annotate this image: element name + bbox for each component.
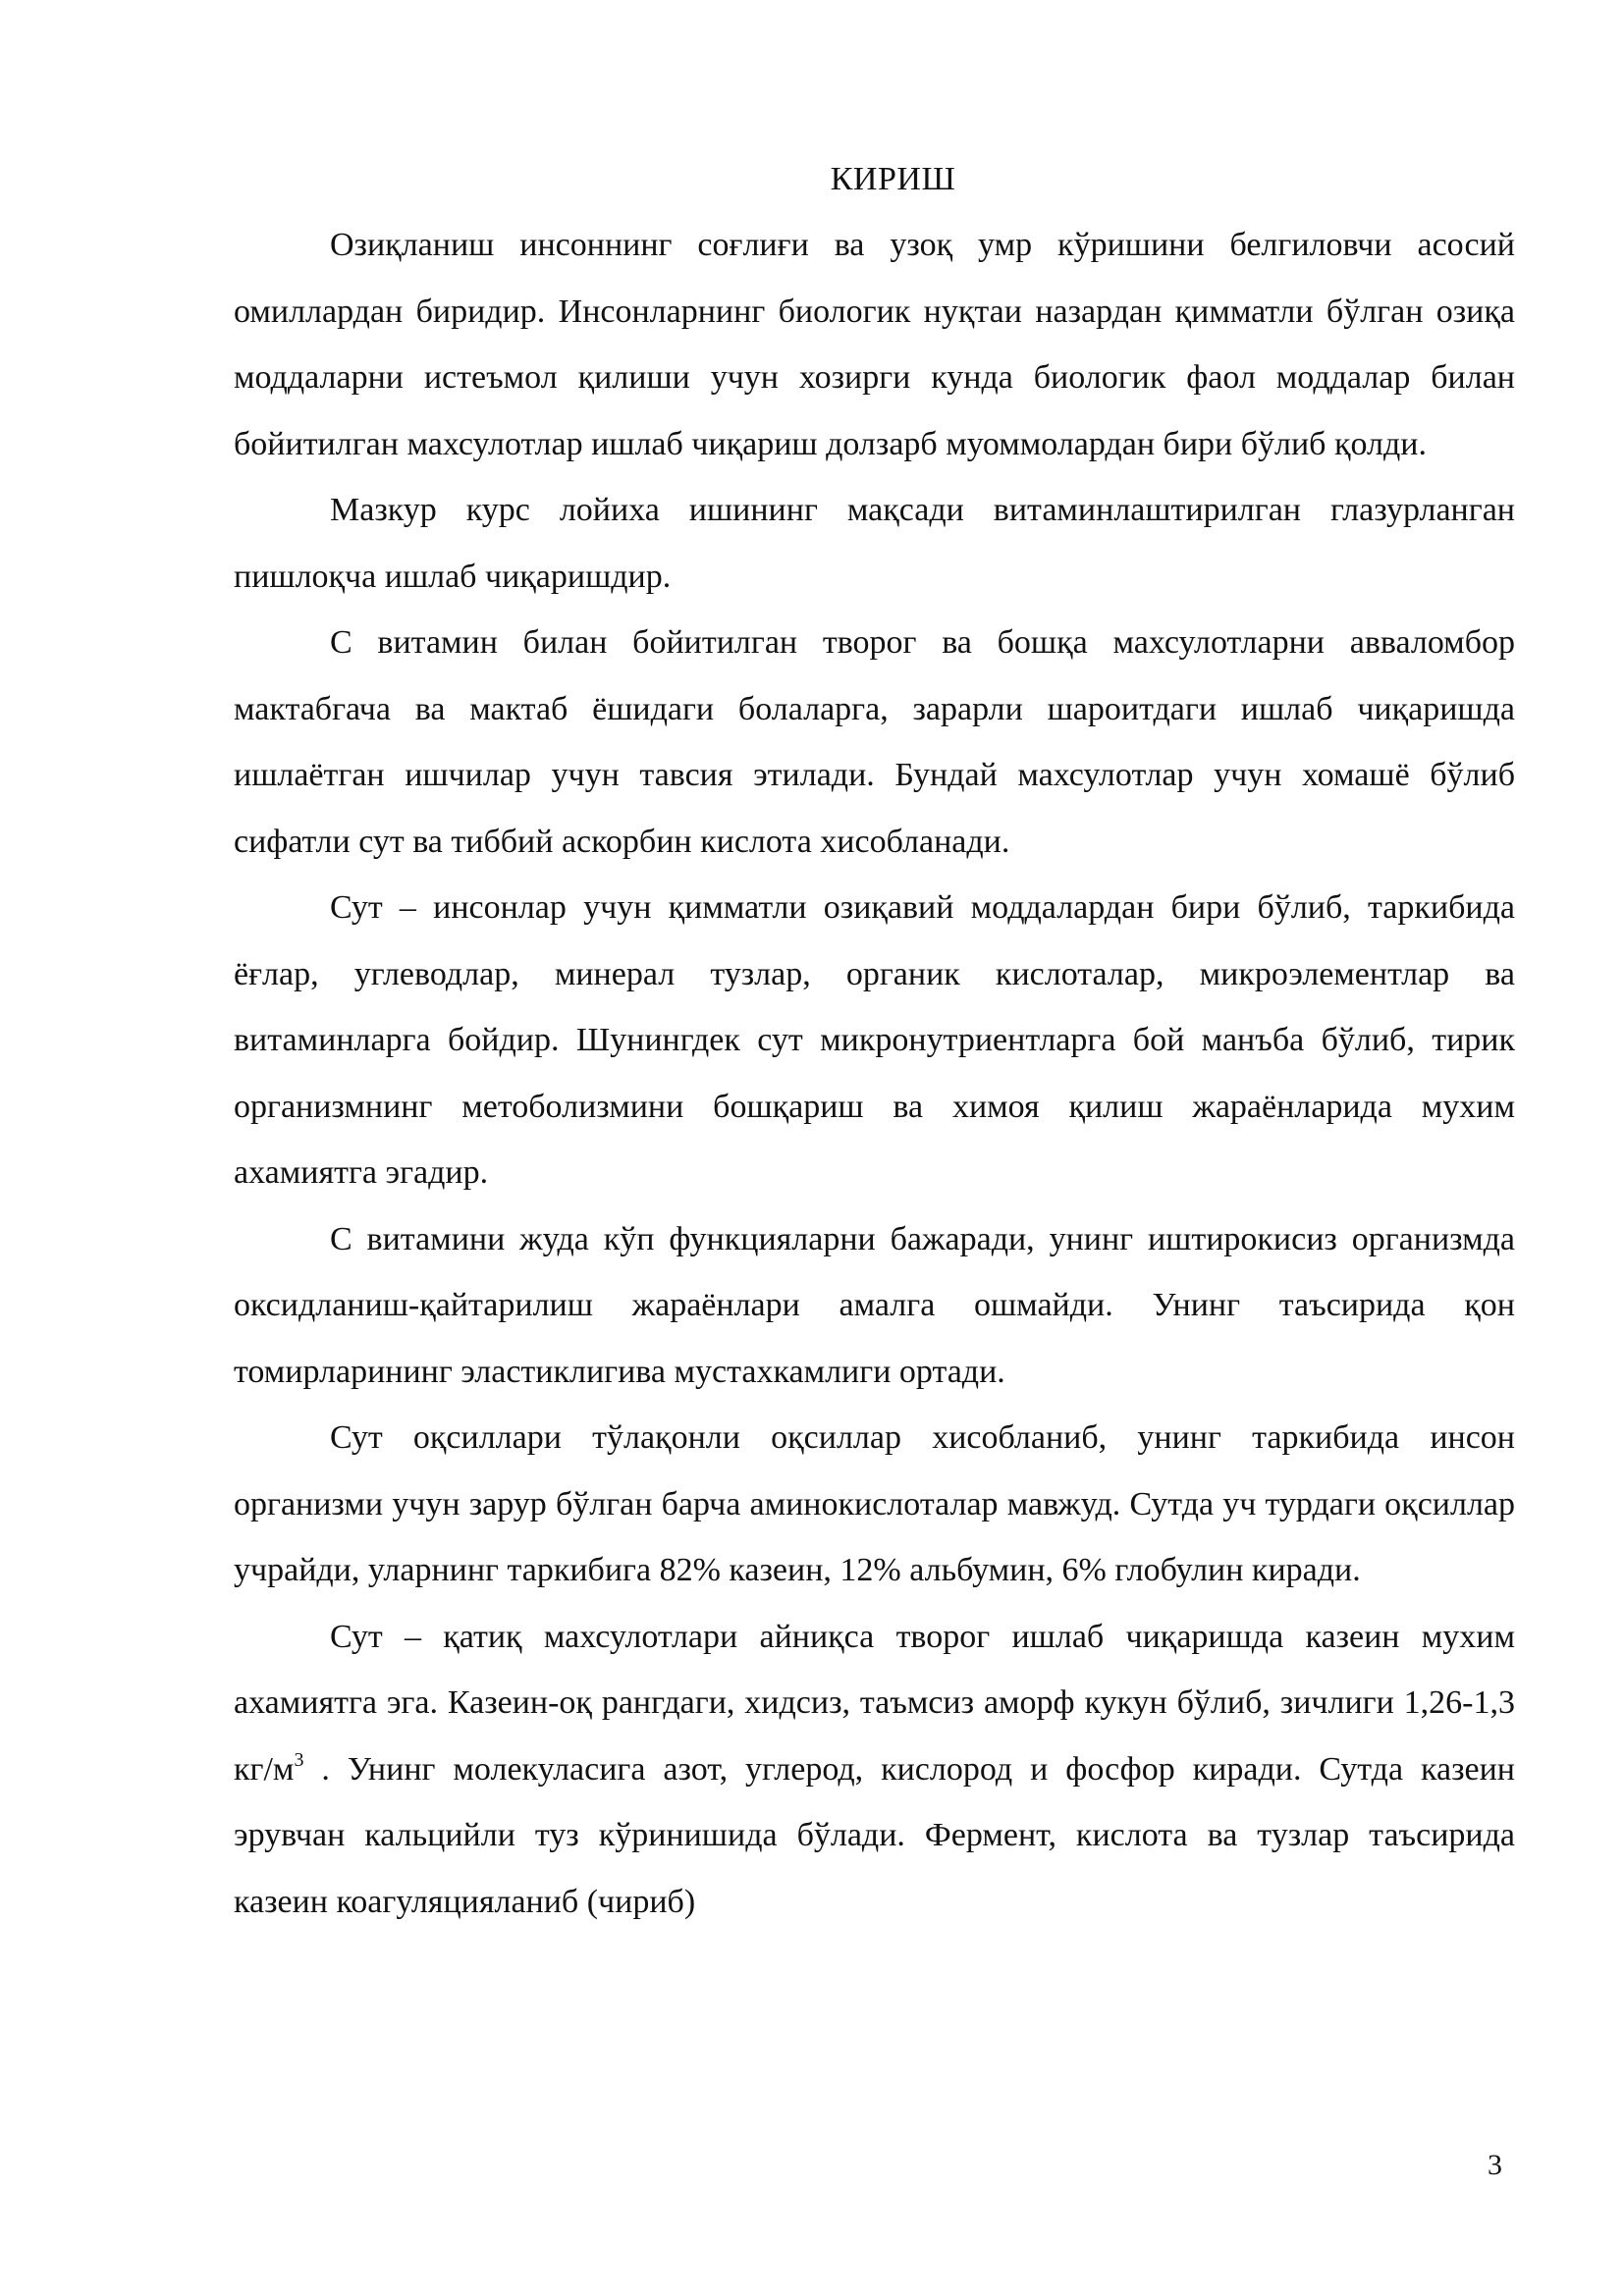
paragraph-nutrition: Озиқланиш инсоннинг соғлиғи ва узоқ умр кўришини белгиловчи асосий омиллардан биридир. Инсонларнинг биологик нуқтаи назардан қимматли бўлган озиқа моддаларни истеъмол қилиши учун хозирги кунда биологик фаол моддалар билан бойитилган махсулотлар ишлаб чиқариш долзарб муоммолардан бири бўлиб қолди. xyxy=(234,227,1515,462)
paragraph-milk-composition: Сут – инсонлар учун қимматли озиқавий моддалардан бири бўлиб, таркибида ёғлар, углеводлар, минерал тузлар, органик кислоталар, микроэлементлар ва витаминларга бойдир. Шунингдек сут микронутриентларга бой манъба бўлиб, тирик организмнинг метоболизмини бошқариш ва химоя қилиш жараёнларида мухим ахамиятга эгадир. xyxy=(234,889,1515,1191)
page-content xyxy=(234,147,1515,1935)
paragraph-milk-proteins: Сут оқсиллари тўлақонли оқсиллар хисобланиб, унинг таркибида инсон организми учун зарур бўлган барча аминокислоталар мавжуд. Сутда уч турдаги оқсиллар учрайди, уларнинг таркибига 82% казеин, 12% альбумин, 6% глобулин киради. xyxy=(234,1419,1515,1588)
paragraph-project-goal: Мазкур курс лойиха ишининг мақсади витаминлаштирилган глазурланган пишлоқча ишлаб чиқаришдир. xyxy=(234,492,1515,595)
page-number: 3 xyxy=(1488,2149,1502,2181)
cubic-superscript: 3 xyxy=(294,1748,304,1771)
casein-text-end: . Унинг молекуласига азот, углерод, кислород и фосфор киради. Сутда казеин эрувчан кальцийли туз кўринишида бўлади. Фермент, кислота ва тузлар таъсирида казеин коагуляцияланиб (чириб) xyxy=(234,1750,1515,1920)
page-heading: КИРИШ xyxy=(830,161,956,197)
paragraph-vitamin-c-functions: С витамини жуда кўп функцияларни бажаради, унинг иштирокисиз организмда оксидланиш-қайтарилиш жараёнлари амалга ошмайди. Унинг таъсирида қон томирларининг эластиклигива мустахкамлиги ортади. xyxy=(234,1220,1515,1390)
paragraph-vitamin-c-products: С витамин билан бойитилган творог ва бошқа махсулотларни авваломбор мактабгача ва мактаб ёшидаги болаларга, зарарли шароитдаги ишлаб чиқаришда ишлаётган ишчилар учун тавсия этилади. Бундай махсулотлар учун хомашё бўлиб сифатли сут ва тиббий аскорбин кислота хисобланади. xyxy=(234,624,1515,860)
paragraph-casein xyxy=(234,1604,1515,1936)
casein-text-start: Сут – қатиқ махсулотлари айниқса творог ишлаб чиқаришда казеин мухим ахамиятга эга. Казеин-оқ рангдаги, хидсиз, таъмсиз аморф кукун бўлиб, зичлиги 1,26-1,3 кг/м xyxy=(234,1618,1515,1788)
